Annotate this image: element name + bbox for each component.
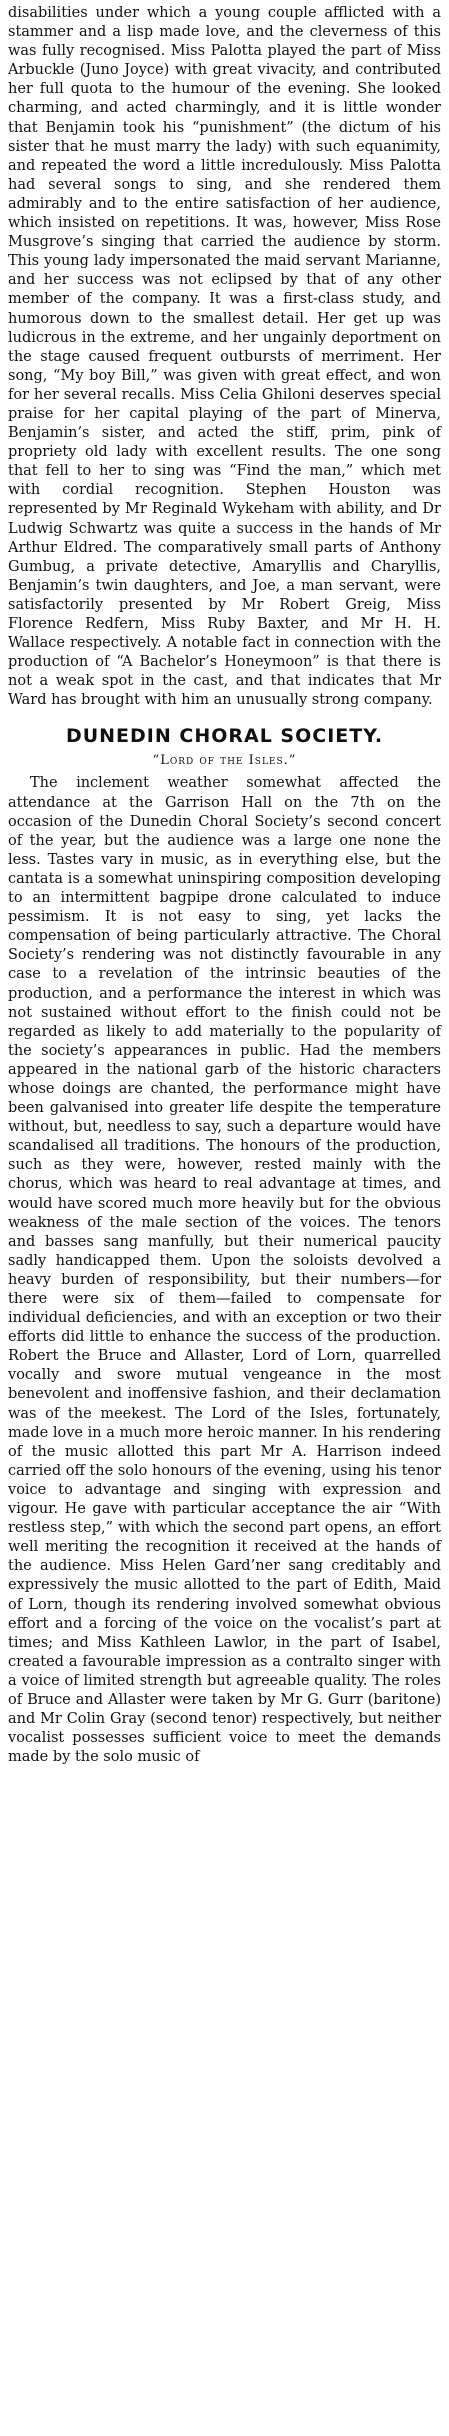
article-heading: DUNEDIN CHORAL SOCIETY.: [65, 725, 384, 748]
article-subheading: “Lord of the Isles.”: [152, 753, 297, 769]
review-paragraph: disabilities under which a young couple afflicted with a stammer and a lisp made love, and the cleverness of this was fully recognised. Miss Palotta played the part of Miss Arbuckle (Juno Joyce) with great vivacity, and contributed her full quota to the humour of the evening. She looked charming, and acted charmingly, and it is little wonder that Benjamin took his “punishment” (the dictum of his sister that he must marry the lady) with such equanimity, and repeated the word a little incredulously. Miss Palotta had several songs to sing, and she rendered them admirably and to the entire satisfaction of her audience, which insisted on repetitions. It was, however, Miss Rose Musgrove’s singing that carried the audience by storm. This young lady impersonated the maid servant Marianne, and her success was not eclipsed by that of any other member of the company. It was a first-class study, and humorous down to the smallest detail. Her get up was ludicrous in the extreme, and her ungainly deportment on the stage caused frequent outbursts of merriment. Her song, “My boy Bill,” was given with great effect, and won for her several recalls. Miss Celia Ghiloni deserves special praise for her capital playing of the part of Minerva, Benjamin’s sister, and acted the stiff, prim, pink of propriety old lady with excellent results. The one song that fell to her to sing was “Find the man,” which met with cordial recognition. Stephen Houston was represented by Mr Reginald Wykeham with ability, and Dr Ludwig Schwartz was quite a success in the hands of Mr Arthur Eldred. The comparatively small parts of Anthony Gumbug, a private detective, Amaryllis and Charyllis, Benjamin’s twin daughters, and Joe, a man servant, were satisfactorily presented by Mr Robert Greig, Miss Florence Redfern, Miss Ruby Baxter, and Mr H. H. Wallace respectively. A notable fact in connection with the production of “A Bachelor’s Honeymoon” is that there is not a weak spot in the cast, and that indicates that Mr Ward has brought with him an unusually strong company.: [8, 5, 441, 709]
article-paragraph: The inclement weather somewhat affected the attendance at the Garrison Hall on the 7th on the occasion of the Dunedin Choral Society’s second concert of the year, but the audience was a large one none the less. Tastes vary in music, as in everything else, but the cantata is a somewhat uninspiring composition developing to an intermittent bagpipe drone calculated to induce pessimism. It is not easy to sing, yet lacks the compensation of being particularly attractive. The Choral Society’s rendering was not distinctly favourable in any case to a revelation of the intrinsic beauties of the production, and a performance the interest in which was not sustained without effort to the finish could not be regarded as likely to add materially to the popularity of the society’s appearances in public. Had the members appeared in the national garb of the historic characters whose doings are chanted, the performance might have been galvanised into greater life despite the temperature without, but, needless to say, such a departure would have scandalised all traditions. The honours of the production, such as they were, however, rested mainly with the chorus, which was heard to real advantage at times, and would have scored much more heavily but for the obvious weakness of the male section of the voices. The tenors and basses sang manfully, but their numerical paucity sadly handicapped them. Upon the soloists devolved a heavy burden of responsibility, but their numbers—for there were six of them—failed to compensate for individual deficiencies, and with an exception or two their efforts did little to enhance the success of the production. Robert the Bruce and Allaster, Lord of Lorn, quarrelled vocally and swore mutual vengeance in the most benevolent and inoffensive fashion, and their declamation was of the meekest. The Lord of the Isles, fortunately, made love in a much more heroic manner. In his rendering of the music allotted this part Mr A. Harrison indeed carried off the solo honours of the evening, using his tenor voice to advantage and singing with expression and vigour. He gave with particular acceptance the air “With restless step,” with which the second part opens, an effort well meriting the recognition it received at the hands of the audience. Miss Helen Gard’ner sang creditably and expressively the music allotted to the part of Edith, Maid of Lorn, though its rendering involved somewhat obvious effort and a forcing of the voice on the vocalist’s part at times; and Miss Kathleen Lawlor, in the part of Isabel, created a favourable impression as a contralto singer with a voice of limited strength but agreeable quality. The roles of Bruce and Allaster were taken by Mr G. Gurr (baritone) and Mr Colin Gray (second tenor) respectively, but neither vocalist possesses sufficient voice to meet the demands made by the solo music of: [8, 775, 441, 1766]
